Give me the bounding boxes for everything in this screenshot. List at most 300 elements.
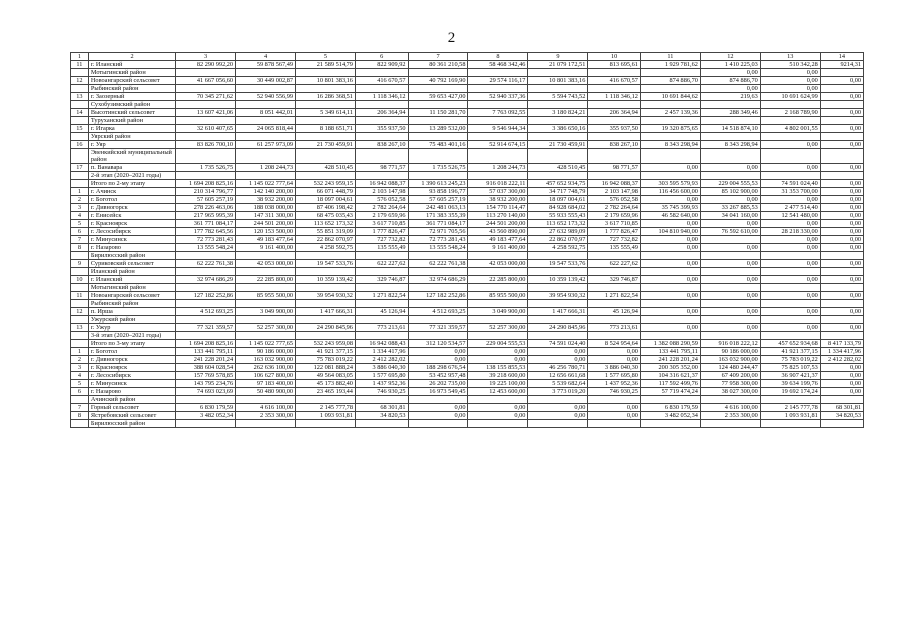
value-cell: 0,00	[760, 244, 820, 252]
value-cell: 14 518 874,10	[700, 125, 760, 133]
value-cell: 361 771 084,17	[408, 220, 468, 228]
name-cell: Ужурский район	[88, 316, 175, 324]
value-cell	[640, 85, 700, 93]
row-number-cell: 15	[71, 125, 89, 133]
value-cell: 2 353 300,00	[236, 412, 296, 420]
value-cell	[588, 396, 641, 404]
value-cell: 0,00	[820, 164, 863, 172]
value-cell: 0,00	[640, 292, 700, 300]
value-cell: 2 782 264,64	[588, 204, 641, 212]
name-cell: г. Уяр	[88, 141, 175, 149]
value-cell: 11 150 281,70	[408, 109, 468, 117]
value-cell	[820, 300, 863, 308]
header-row	[71, 53, 864, 61]
name-cell: г. Минусинск	[88, 380, 175, 388]
value-cell: 8 343 298,94	[640, 141, 700, 149]
value-cell: 53 452 957,48	[408, 372, 468, 380]
value-cell: 32 974 686,29	[408, 276, 468, 284]
value-cell: 0,00	[820, 260, 863, 268]
value-cell: 21 589 514,79	[296, 61, 356, 69]
value-cell	[355, 284, 408, 292]
value-cell	[820, 133, 863, 141]
value-cell: 428 510,45	[528, 164, 588, 172]
value-cell: 3 386 650,16	[528, 125, 588, 133]
table-row	[71, 164, 864, 172]
value-cell	[820, 284, 863, 292]
value-cell	[468, 420, 528, 428]
value-cell: 3 482 052,34	[640, 412, 700, 420]
value-cell	[820, 69, 863, 77]
value-cell: 874 886,70	[640, 77, 700, 85]
page-number: 2	[447, 30, 456, 46]
value-cell: 217 965 995,39	[176, 212, 236, 220]
row-number-cell	[71, 268, 89, 276]
value-cell: 9214,31	[820, 61, 863, 69]
value-cell	[296, 396, 356, 404]
value-cell: 98 771,57	[588, 164, 641, 172]
row-number-cell	[71, 300, 89, 308]
value-cell	[700, 149, 760, 164]
section-row	[71, 149, 864, 164]
table-row	[71, 308, 864, 316]
row-number-cell	[71, 340, 89, 348]
section-row	[71, 284, 864, 292]
value-cell: 532 243 959,08	[296, 340, 356, 348]
name-cell: Иланский район	[88, 268, 175, 276]
value-cell: 1 437 952,36	[588, 380, 641, 388]
value-cell: 21 730 459,91	[528, 141, 588, 149]
value-cell: 55 851 319,09	[296, 228, 356, 236]
value-cell: 303 595 579,93	[640, 180, 700, 188]
value-cell: 622 227,62	[588, 260, 641, 268]
value-cell: 38 027 300,00	[700, 388, 760, 396]
value-cell	[296, 117, 356, 125]
value-cell: 428 510,45	[296, 164, 356, 172]
value-cell: 57 605 257,19	[408, 196, 468, 204]
value-cell	[528, 172, 588, 180]
name-cell: г. Боготол	[88, 348, 175, 356]
value-cell: 122 081 888,24	[296, 364, 356, 372]
value-cell	[760, 117, 820, 125]
value-cell: 4 258 592,75	[528, 244, 588, 252]
value-cell: 8 343 298,94	[700, 141, 760, 149]
value-cell: 1 334 417,96	[355, 348, 408, 356]
section-row	[71, 133, 864, 141]
value-cell	[820, 101, 863, 109]
value-cell: 82 290 992,20	[176, 61, 236, 69]
row-number-cell: 12	[71, 77, 89, 85]
value-cell	[468, 252, 528, 260]
value-cell: 0,00	[820, 141, 863, 149]
value-cell: 14	[820, 53, 863, 61]
value-cell: 727 732,82	[355, 236, 408, 244]
value-cell: 49 183 477,64	[468, 236, 528, 244]
value-cell	[760, 268, 820, 276]
value-cell: 0,00	[588, 348, 641, 356]
value-cell: 36 907 421,37	[760, 372, 820, 380]
value-cell	[528, 316, 588, 324]
value-cell: 0,00	[528, 348, 588, 356]
row-number-cell: 10	[71, 276, 89, 284]
value-cell	[760, 133, 820, 141]
value-cell: 45 126,94	[355, 308, 408, 316]
value-cell	[820, 420, 863, 428]
value-cell	[700, 284, 760, 292]
value-cell	[296, 69, 356, 77]
value-cell: 241 228 201,24	[640, 356, 700, 364]
row-number-cell	[71, 133, 89, 141]
value-cell	[355, 252, 408, 260]
row-number-cell: 11	[71, 292, 89, 300]
value-cell: 7	[408, 53, 468, 61]
value-cell: 19 547 533,76	[296, 260, 356, 268]
value-cell	[588, 316, 641, 324]
value-cell: 0,00	[528, 356, 588, 364]
value-cell: 10 359 139,42	[296, 276, 356, 284]
table-row	[71, 356, 864, 364]
value-cell: 0,00	[760, 141, 820, 149]
value-cell: 0,00	[760, 260, 820, 268]
value-cell: 41 921 377,15	[296, 348, 356, 356]
value-cell	[528, 101, 588, 109]
value-cell: 0,00	[820, 77, 863, 85]
value-cell: 0,00	[820, 292, 863, 300]
table-row	[71, 380, 864, 388]
value-cell	[468, 172, 528, 180]
value-cell: 26 202 735,00	[408, 380, 468, 388]
value-cell: 0,00	[760, 324, 820, 332]
row-number-cell: 1	[71, 348, 89, 356]
value-cell: 21 079 172,51	[528, 61, 588, 69]
value-cell: 3 886 040,30	[588, 364, 641, 372]
value-cell: 0,00	[700, 324, 760, 332]
value-cell: 22 285 800,00	[236, 276, 296, 284]
value-cell	[176, 284, 236, 292]
row-number-cell	[71, 69, 89, 77]
value-cell: 127 182 252,86	[408, 292, 468, 300]
value-cell: 74 693 023,69	[176, 388, 236, 396]
value-cell: 1 777 826,47	[355, 228, 408, 236]
value-cell: 1 145 022 777,65	[236, 340, 296, 348]
value-cell: 2 103 147,98	[355, 188, 408, 196]
value-cell: 10 801 383,16	[296, 77, 356, 85]
row-number-cell: 6	[71, 228, 89, 236]
value-cell: 0,00	[760, 308, 820, 316]
table-row	[71, 93, 864, 101]
value-cell: 8 524 954,64	[588, 340, 641, 348]
value-cell	[355, 316, 408, 324]
section-row	[71, 252, 864, 260]
value-cell	[468, 268, 528, 276]
value-cell: 0,00	[820, 276, 863, 284]
value-cell	[176, 133, 236, 141]
value-cell: 31 353 700,00	[760, 188, 820, 196]
name-cell: г. Боготол	[88, 196, 175, 204]
value-cell: 75 783 019,22	[760, 356, 820, 364]
value-cell: 1 417 666,31	[296, 308, 356, 316]
value-cell: 822 909,92	[355, 61, 408, 69]
row-number-cell: 2	[71, 196, 89, 204]
value-cell: 41 667 056,60	[176, 77, 236, 85]
value-cell	[296, 252, 356, 260]
value-cell: 32 974 686,29	[176, 276, 236, 284]
value-cell: 3 617 710,85	[588, 220, 641, 228]
table-row	[71, 292, 864, 300]
value-cell: 0,00	[820, 204, 863, 212]
table-row	[71, 404, 864, 412]
value-cell: 8	[468, 53, 528, 61]
value-cell	[355, 85, 408, 93]
value-cell: 19 320 875,65	[640, 125, 700, 133]
value-cell: 0,00	[820, 388, 863, 396]
value-cell: 52 914 674,15	[468, 141, 528, 149]
value-cell	[468, 149, 528, 164]
value-cell: 10 691 844,62	[640, 93, 700, 101]
value-cell: 16 973 549,45	[408, 388, 468, 396]
value-cell: 0,00	[468, 356, 528, 364]
value-cell: 0,00	[820, 308, 863, 316]
value-cell: 0,00	[588, 404, 641, 412]
value-cell	[236, 85, 296, 93]
row-number-cell: 3	[71, 364, 89, 372]
value-cell: 0,00	[700, 69, 760, 77]
row-number-cell	[71, 284, 89, 292]
value-cell	[176, 396, 236, 404]
value-cell	[640, 332, 700, 340]
value-cell: 57 037 300,00	[468, 188, 528, 196]
value-cell	[528, 396, 588, 404]
value-cell: 42 053 000,00	[468, 260, 528, 268]
value-cell: 16 286 368,51	[296, 93, 356, 101]
value-cell: 12 541 480,00	[760, 212, 820, 220]
value-cell: 773 213,61	[355, 324, 408, 332]
value-cell: 0,00	[700, 85, 760, 93]
value-cell	[820, 252, 863, 260]
value-cell: 0,00	[820, 125, 863, 133]
value-cell: 2 145 777,78	[760, 404, 820, 412]
value-cell	[355, 149, 408, 164]
value-cell	[700, 117, 760, 125]
value-cell: 133 441 795,11	[176, 348, 236, 356]
value-cell: 9	[528, 53, 588, 61]
value-cell: 16 942 088,37	[355, 180, 408, 188]
value-cell: 244 501 200,00	[236, 220, 296, 228]
value-cell: 6	[355, 53, 408, 61]
value-cell: 1 271 822,54	[588, 292, 641, 300]
value-cell: 43 560 890,00	[468, 228, 528, 236]
value-cell	[700, 316, 760, 324]
value-cell	[588, 117, 641, 125]
value-cell: 0,00	[588, 356, 641, 364]
value-cell: 838 267,10	[588, 141, 641, 149]
value-cell	[176, 252, 236, 260]
value-cell	[528, 69, 588, 77]
value-cell	[640, 69, 700, 77]
value-cell: 229 004 555,53	[468, 340, 528, 348]
value-cell	[236, 133, 296, 141]
table-row	[71, 188, 864, 196]
value-cell	[820, 149, 863, 164]
value-cell	[176, 332, 236, 340]
row-number-cell	[71, 117, 89, 125]
row-number-cell	[71, 172, 89, 180]
table-row	[71, 141, 864, 149]
value-cell: 18 097 004,61	[296, 196, 356, 204]
name-cell: Суриковский сельсовет	[88, 260, 175, 268]
value-cell: 49 564 083,05	[296, 372, 356, 380]
name-cell: г. Дивногорск	[88, 204, 175, 212]
value-cell: 57 605 257,19	[176, 196, 236, 204]
value-cell: 1 577 695,80	[588, 372, 641, 380]
value-cell	[588, 101, 641, 109]
value-cell	[176, 420, 236, 428]
value-cell	[355, 420, 408, 428]
value-cell: 838 267,10	[355, 141, 408, 149]
value-cell	[760, 420, 820, 428]
table-row	[71, 276, 864, 284]
value-cell: 18 097 004,61	[528, 196, 588, 204]
name-cell: Туруханский район	[88, 117, 175, 125]
section-row	[71, 69, 864, 77]
value-cell	[355, 268, 408, 276]
row-number-cell: 5	[71, 380, 89, 388]
value-cell: 278 226 463,06	[176, 204, 236, 212]
table-row	[71, 348, 864, 356]
table-row	[71, 364, 864, 372]
name-cell: Новоангарский сельсовет	[88, 292, 175, 300]
value-cell	[588, 133, 641, 141]
value-cell: 62 222 761,38	[176, 260, 236, 268]
value-cell: 0,00	[820, 109, 863, 117]
name-cell: г. Ачинск	[88, 188, 175, 196]
value-cell: 45 126,94	[588, 308, 641, 316]
name-cell: Уярский район	[88, 133, 175, 141]
value-cell	[296, 300, 356, 308]
value-cell: 916 018 222,12	[700, 340, 760, 348]
value-cell: 0,00	[468, 404, 528, 412]
value-cell: 0,00	[408, 404, 468, 412]
value-cell: 0,00	[528, 412, 588, 420]
value-cell: 576 052,58	[355, 196, 408, 204]
value-cell: 74 591 024,40	[528, 340, 588, 348]
value-cell	[236, 172, 296, 180]
value-cell: 4 616 100,00	[236, 404, 296, 412]
value-cell: 46 582 640,00	[640, 212, 700, 220]
value-cell: 62 222 761,38	[408, 260, 468, 268]
value-cell	[236, 396, 296, 404]
value-cell	[588, 284, 641, 292]
value-cell	[700, 420, 760, 428]
value-cell: 24 290 845,96	[528, 324, 588, 332]
value-cell: 13 555 548,24	[176, 244, 236, 252]
value-cell: 622 227,62	[355, 260, 408, 268]
value-cell: 10 801 383,16	[528, 77, 588, 85]
value-cell: 42 053 000,00	[236, 260, 296, 268]
value-cell: 50 480 900,00	[236, 388, 296, 396]
value-cell: 0,00	[700, 260, 760, 268]
table-row	[71, 77, 864, 85]
value-cell: 10 359 139,42	[528, 276, 588, 284]
value-cell: 206 364,94	[588, 109, 641, 117]
value-cell	[236, 268, 296, 276]
value-cell: 0,00	[760, 69, 820, 77]
name-cell: п. Ирша	[88, 308, 175, 316]
value-cell: 241 228 201,24	[176, 356, 236, 364]
value-cell: 8 188 651,71	[296, 125, 356, 133]
value-cell	[408, 252, 468, 260]
value-cell: 38 932 200,00	[236, 196, 296, 204]
row-number-cell: 16	[71, 141, 89, 149]
value-cell: 29 574 116,17	[468, 77, 528, 85]
value-cell	[236, 332, 296, 340]
value-cell: 2 179 659,96	[355, 212, 408, 220]
value-cell	[700, 101, 760, 109]
value-cell: 6 830 179,59	[176, 404, 236, 412]
value-cell: 0,00	[408, 356, 468, 364]
name-cell: Итого по 2-му этапу	[88, 180, 175, 188]
section-row	[71, 300, 864, 308]
value-cell: 8 417 133,79	[820, 340, 863, 348]
value-cell: 45 173 882,40	[296, 380, 356, 388]
value-cell: 22 285 800,00	[468, 276, 528, 284]
value-cell: 746 930,25	[588, 388, 641, 396]
value-cell: 116 456 600,00	[640, 188, 700, 196]
value-cell: 0,00	[640, 276, 700, 284]
value-cell: 87 406 198,42	[296, 204, 356, 212]
row-number-cell: 13	[71, 93, 89, 101]
value-cell: 163 032 900,00	[236, 356, 296, 364]
section-row	[71, 101, 864, 109]
name-cell: г. Иланский	[88, 61, 175, 69]
value-cell: 2 477 514,40	[760, 204, 820, 212]
value-cell: 2 145 777,78	[296, 404, 356, 412]
value-cell: 57 719 474,24	[640, 388, 700, 396]
value-cell	[408, 300, 468, 308]
name-cell: Рыбинский район	[88, 300, 175, 308]
value-cell: 32 610 407,65	[176, 125, 236, 133]
name-cell: г. Енисейск	[88, 212, 175, 220]
value-cell: 0,00	[760, 292, 820, 300]
value-cell	[236, 149, 296, 164]
row-number-cell	[71, 252, 89, 260]
value-cell: 0,00	[820, 228, 863, 236]
value-cell: 124 480 244,47	[700, 364, 760, 372]
value-cell	[700, 332, 760, 340]
value-cell	[588, 300, 641, 308]
value-cell	[468, 396, 528, 404]
value-cell	[820, 316, 863, 324]
value-cell	[528, 252, 588, 260]
value-cell: 0,00	[700, 244, 760, 252]
section-row	[71, 117, 864, 125]
value-cell	[296, 268, 356, 276]
row-number-cell: 5	[71, 220, 89, 228]
value-cell	[588, 172, 641, 180]
value-cell	[700, 268, 760, 276]
value-cell: 16 942 088,43	[355, 340, 408, 348]
value-cell: 0,00	[820, 180, 863, 188]
value-cell	[640, 133, 700, 141]
value-cell: 2 168 789,90	[760, 109, 820, 117]
value-cell: 874 886,70	[700, 77, 760, 85]
value-cell: 1 577 695,80	[355, 372, 408, 380]
name-cell: п. Ванавара	[88, 164, 175, 172]
value-cell: 329 746,87	[588, 276, 641, 284]
value-cell: 0,00	[700, 220, 760, 228]
value-cell: 27 632 989,09	[528, 228, 588, 236]
name-cell: 3-й этап (2020–2021 годы)	[88, 332, 175, 340]
value-cell	[468, 101, 528, 109]
